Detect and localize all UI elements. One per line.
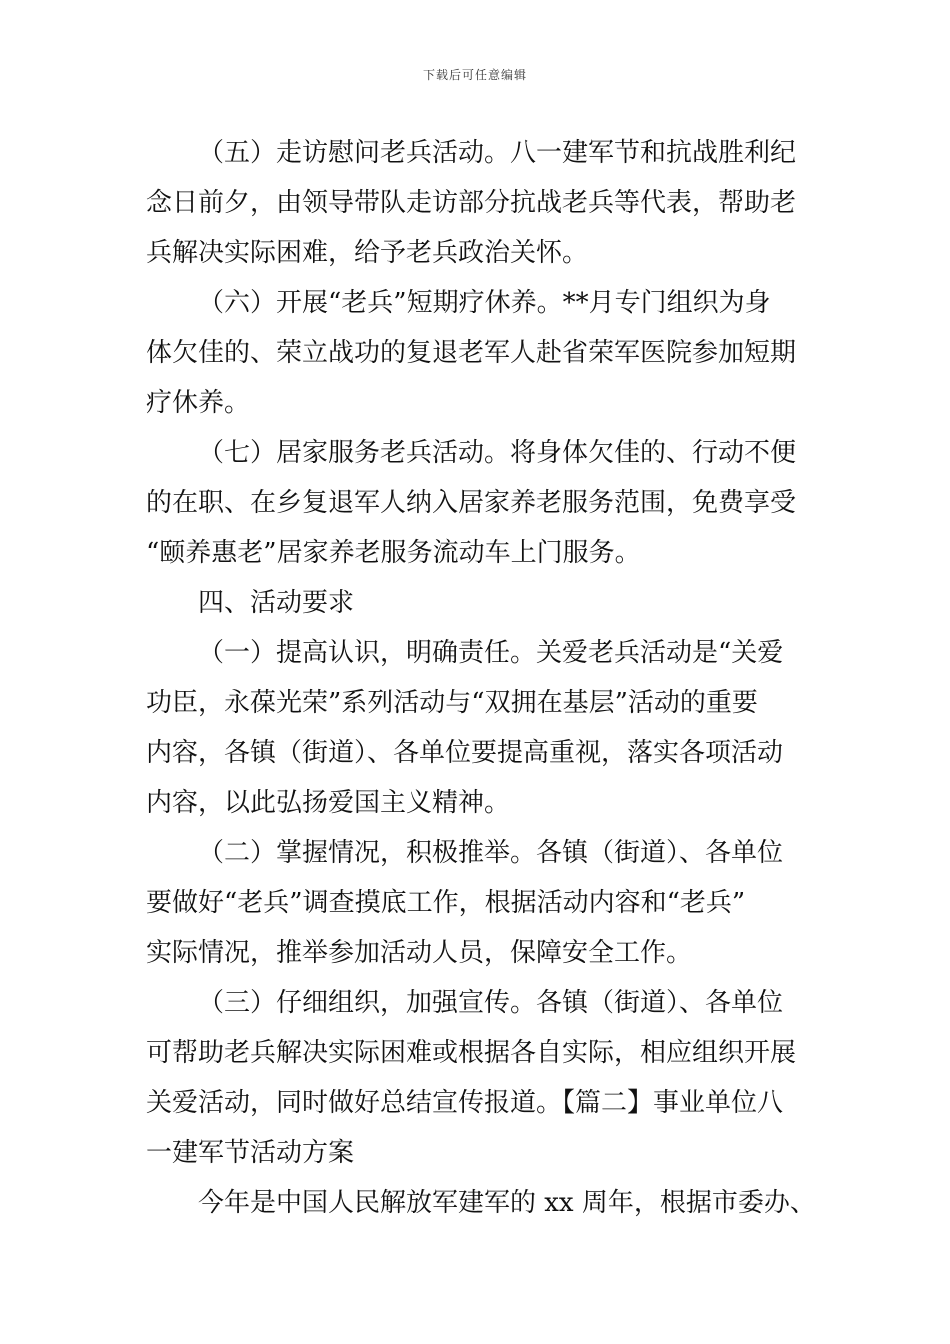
paragraph-line: 的在职、在乡复退军人纳入居家养老服务范围，免费享受 xyxy=(146,488,797,518)
paragraph-line: “颐养惠老”居家养老服务流动车上门服务。 xyxy=(146,538,641,568)
paragraph-line: 今年是中国人民解放军建军的 xx 周年，根据市委办、 xyxy=(198,1188,816,1218)
page-header: 下载后可任意编辑 xyxy=(422,68,527,82)
paragraph-line: 关爱活动，同时做好总结宣传报道。【篇二】事业单位八 xyxy=(146,1088,784,1118)
document-body xyxy=(146,128,816,1228)
paragraph-line: 要做好“老兵”调查摸底工作，根据活动内容和“老兵” xyxy=(146,888,746,918)
paragraph-line: 疗休养。 xyxy=(146,388,251,418)
paragraph-line: 内容，以此弘扬爱国主义精神。 xyxy=(146,788,511,818)
paragraph-line: 念日前夕，由领导带队走访部分抗战老兵等代表，帮助老 xyxy=(146,188,797,218)
paragraph-line: 兵解决实际困难，给予老兵政治关怀。 xyxy=(146,238,589,268)
paragraph-line: 可帮助老兵解决实际困难或根据各自实际，相应组织开展 xyxy=(146,1038,797,1068)
paragraph-line: （六）开展“老兵”短期疗休养。**月专门组织为身 xyxy=(198,288,771,318)
paragraph-line: 内容，各镇（街道）、各单位要提高重视，落实各项活动 xyxy=(146,738,784,768)
section-heading: 四、活动要求 xyxy=(198,588,355,618)
paragraph-line: （二）掌握情况，积极推举。各镇（街道）、各单位 xyxy=(198,838,784,868)
paragraph-line: （三）仔细组织，加强宣传。各镇（街道）、各单位 xyxy=(198,988,784,1018)
paragraph-line: （一）提高认识，明确责任。关爱老兵活动是“关爱 xyxy=(198,638,784,668)
paragraph-line: 实际情况，推举参加活动人员，保障安全工作。 xyxy=(146,938,693,968)
paragraph-line: 一建军节活动方案 xyxy=(146,1138,355,1168)
paragraph-line: 功臣，永葆光荣”系列活动与“双拥在基层”活动的重要 xyxy=(146,688,758,718)
paragraph-line: （五）走访慰问老兵活动。八一建军节和抗战胜利纪 xyxy=(198,138,797,168)
paragraph-line: 体欠佳的、荣立战功的复退老军人赴省荣军医院参加短期 xyxy=(146,338,797,368)
paragraph-line: （七）居家服务老兵活动。将身体欠佳的、行动不便 xyxy=(198,438,797,468)
